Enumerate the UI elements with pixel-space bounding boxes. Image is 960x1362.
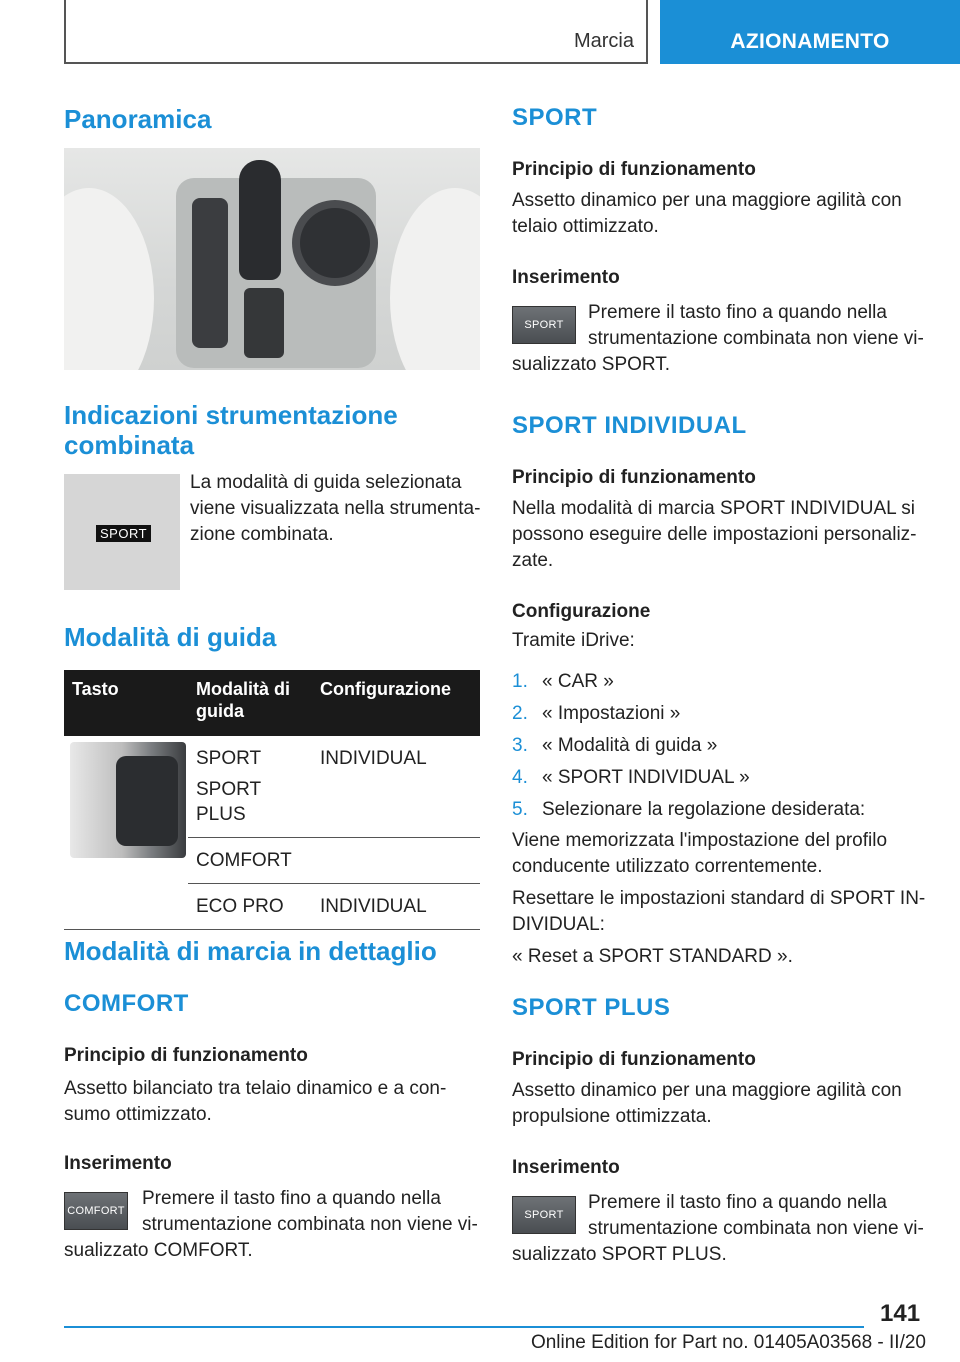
- comfort-principle-title: Principio di funzionamento: [64, 1045, 308, 1066]
- header-chapter-label: AZIONAMENTO: [730, 30, 890, 53]
- individual-after-2: Resettare le impostazioni standard di SPORT IN- DIVIDUAL:: [512, 888, 926, 935]
- comfort-insert-text-3: sualizzato COMFORT.: [64, 1240, 253, 1261]
- modes-title: Modalità di guida: [64, 622, 277, 652]
- individual-after-1: Viene memorizzata l'impostazione del profilo conducente utilizzato correntemente.: [512, 830, 888, 877]
- sport-plus-principle-title: Principio di funzionamento: [512, 1049, 756, 1070]
- sport-plus-button-badge: SPORT: [512, 1196, 576, 1234]
- sport-principle-title: Principio di funzionamento: [512, 159, 756, 180]
- list-item: [512, 794, 926, 826]
- individual-principle-title: Principio di funzionamento: [512, 467, 756, 488]
- table-row: [64, 884, 480, 930]
- step-text: « Impostazioni »: [542, 703, 681, 724]
- step-text: « SPORT INDIVIDUAL »: [542, 767, 750, 788]
- sport-insert-text-3: sualizzato SPORT.: [512, 354, 671, 375]
- sport-insert-title: Inserimento: [512, 267, 620, 288]
- sport-insert-text-2: strumentazione combinata non viene vi-: [588, 328, 924, 349]
- individual-config-title: Configurazione: [512, 601, 651, 622]
- sport-plus-insert-text-1: Premere il tasto fino a quando nella: [588, 1192, 887, 1213]
- display-title: Indicazioni strumentazione combinata: [64, 400, 398, 460]
- overview-title: Panoramica: [64, 104, 212, 134]
- table-header-cell: Modalità di guida: [188, 670, 312, 736]
- list-item: [512, 762, 926, 794]
- center-console-image: [64, 148, 480, 370]
- comfort-insert-text-2: strumentazione combinata non viene vi-: [142, 1214, 478, 1235]
- table-cell: INDIVIDUAL: [312, 736, 480, 838]
- step-number: 5.: [512, 799, 528, 820]
- config-steps-list: [512, 666, 926, 826]
- step-number: 2.: [512, 703, 528, 724]
- step-text: « Modalità di guida »: [542, 735, 718, 756]
- mode-button-image: [70, 742, 186, 858]
- table-cell: INDIVIDUAL: [312, 884, 480, 930]
- display-sport-badge: SPORT: [96, 525, 151, 542]
- list-item: [512, 698, 926, 730]
- display-sport-image: [64, 474, 180, 590]
- step-text: Selezionare la regolazione desiderata:: [542, 799, 866, 820]
- display-text: La modalità di guida selezionata viene visualizzata nella strumenta- zione combinata.: [190, 472, 481, 545]
- individual-config-intro: Tramite iDrive:: [512, 630, 635, 651]
- sport-plus-insert-text-2: strumentazione combinata non viene vi-: [588, 1218, 924, 1239]
- individual-after-3: « Reset a SPORT STANDARD ».: [512, 946, 793, 967]
- table-cell: COMFORT: [188, 838, 312, 884]
- mode-button-image-cell: [64, 736, 188, 884]
- header-section-tab: [64, 0, 648, 64]
- sport-plus-insert-text-3: sualizzato SPORT PLUS.: [512, 1244, 727, 1265]
- table-header-row: [64, 670, 480, 736]
- table-cell: ECO PRO: [188, 884, 312, 930]
- footer-edition: Online Edition for Part no. 01405A03568 - II/20: [530, 1332, 926, 1353]
- list-item: [512, 730, 926, 762]
- table-cell: [188, 736, 312, 838]
- table-cell: [64, 884, 188, 930]
- page-number: 141: [880, 1300, 921, 1327]
- drive-modes-table: [64, 670, 480, 930]
- table-row: [64, 736, 480, 838]
- table-header-cell: Tasto: [64, 670, 188, 736]
- header-chapter-tab: [660, 0, 960, 64]
- sport-button-badge: SPORT: [512, 306, 576, 344]
- step-text: « CAR »: [542, 671, 614, 692]
- list-item: [512, 666, 926, 698]
- sport-plus-principle-text: Assetto dinamico per una maggiore agilità con propulsione ottimizzata.: [512, 1080, 902, 1127]
- comfort-principle-text: Assetto bilanciato tra telaio dinamico e a con- sumo ottimizzato.: [64, 1078, 447, 1125]
- mode-sport: SPORT: [196, 748, 262, 769]
- table-header-cell: Configurazione: [312, 670, 480, 736]
- individual-principle-text: Nella modalità di marcia SPORT INDIVIDUAL si possono eseguire delle impostazioni personaliz- zate.: [512, 498, 917, 571]
- comfort-title: COMFORT: [64, 990, 189, 1017]
- comfort-button-badge: COMFORT: [64, 1192, 128, 1230]
- sport-insert-text-1: Premere il tasto fino a quando nella: [588, 302, 887, 323]
- footer-divider: [64, 1326, 864, 1328]
- individual-title: SPORT INDIVIDUAL: [512, 412, 747, 439]
- step-number: 3.: [512, 735, 528, 756]
- detail-title: Modalità di marcia in dettaglio: [64, 936, 437, 966]
- sport-title: SPORT: [512, 104, 598, 131]
- mode-sport-plus: SPORT PLUS: [196, 779, 261, 825]
- table-cell: [312, 838, 480, 884]
- sport-plus-insert-title: Inserimento: [512, 1157, 620, 1178]
- comfort-insert-text-1: Premere il tasto fino a quando nella: [142, 1188, 441, 1209]
- comfort-insert-title: Inserimento: [64, 1153, 172, 1174]
- step-number: 1.: [512, 671, 528, 692]
- sport-plus-title: SPORT PLUS: [512, 994, 671, 1021]
- header-section-label: Marcia: [573, 30, 634, 52]
- sport-principle-text: Assetto dinamico per una maggiore agilità con telaio ottimizzato.: [512, 190, 902, 237]
- step-number: 4.: [512, 767, 528, 788]
